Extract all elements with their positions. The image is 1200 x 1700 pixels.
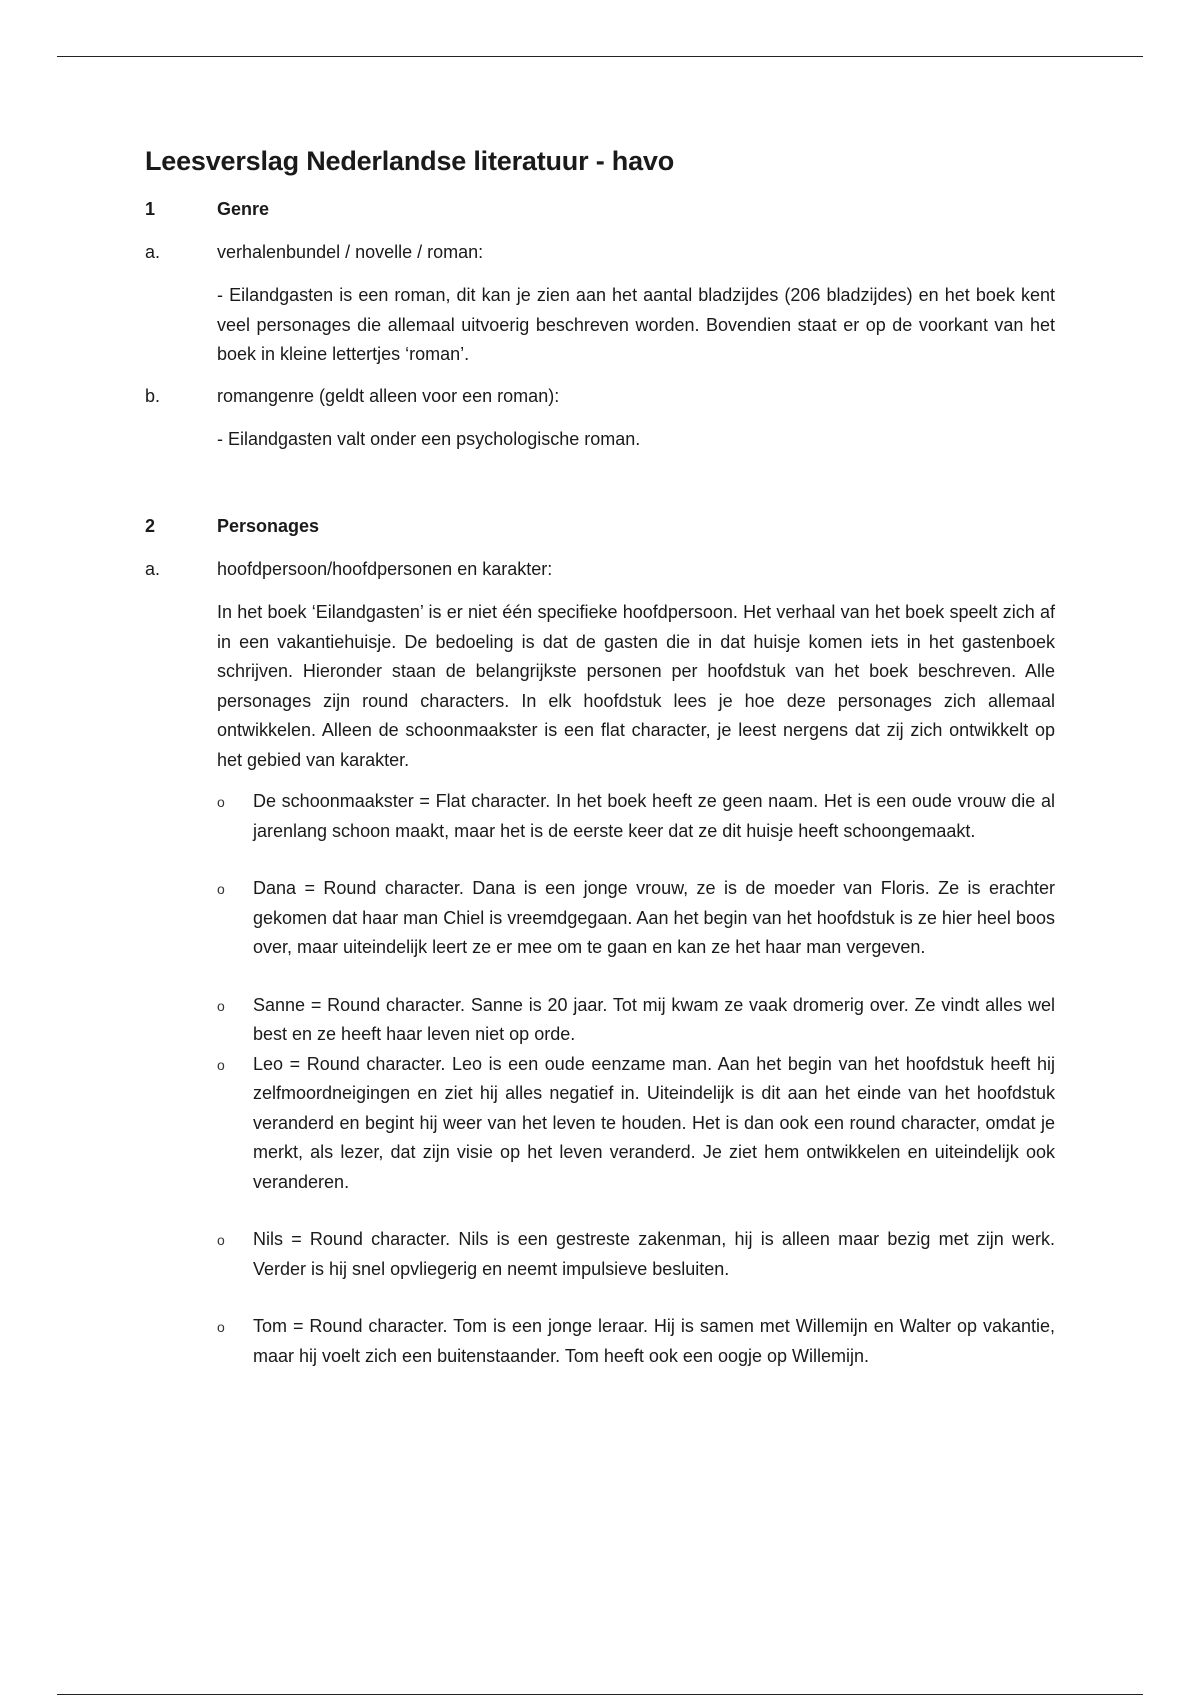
question-row: [145, 382, 1055, 411]
answer-paragraph: - Eilandgasten valt onder een psychologische roman.: [217, 428, 641, 449]
section-2-heading: [145, 512, 1055, 541]
question-row: [145, 238, 1055, 267]
bullet-circle-icon: o: [217, 1056, 225, 1073]
bullet-circle-icon: o: [217, 1319, 225, 1335]
list-item: [217, 1312, 1055, 1371]
section-title: Personages: [217, 516, 320, 536]
list-item: [217, 991, 1055, 1050]
character-list: [217, 787, 1055, 1371]
page-title: Leesverslag Nederlandse literatuur - havo: [145, 146, 675, 176]
bullet-circle-icon: o: [217, 794, 225, 810]
list-item: [217, 1050, 1055, 1198]
answer-paragraph: In het boek ‘Eilandgasten’ is er niet één specifieke hoofdpersoon. Het verhaal van het boek speelt zich af in een vakantiehuisje. De bedoeling is dat de gasten die in dat huisje komen iets in het gastenboek schrijven. Hieronder staan de belangrijkste personen per hoofdstuk van het boek beschreven. Alle personages zijn round characters. In elk hoofdstuk lees je hoe deze personages zich allemaal ontwikkelen. Alleen de schoonmaakster is een flat character, je leest nergens dat zij zich ontwikkelt op het gebied van karakter.: [217, 602, 1055, 770]
list-item: [217, 787, 1055, 846]
question-text: hoofdpersoon/hoofdpersonen en karakter:: [217, 559, 553, 579]
list-item-text: Leo = Round character. Leo is een oude eenzame man. Aan het begin van het hoofdstuk heeft hij zelfmoordneigingen en ziet hij alles negatief in. Uiteindelijk is dit aan het einde van het hoofdstuk veranderd en begint hij weer van het leven te houden. Het is dan ook een round character, omdat je merkt, als lezer, dat zijn visie op het leven veranderd. Je ziet hem ontwikkelen en uiteindelijk ook veranderen.: [253, 1053, 1055, 1192]
question-label: a.: [145, 559, 161, 579]
section-number: 2: [145, 516, 156, 536]
section-number: 1: [145, 199, 156, 219]
question-row: [145, 555, 1055, 584]
section-title: Genre: [217, 199, 270, 219]
document-body: [145, 146, 1055, 1371]
question-text: romangenre (geldt alleen voor een roman):: [217, 385, 560, 406]
list-item-text: Dana = Round character. Dana is een jonge vrouw, ze is de moeder van Floris. Ze is erachter gekomen dat haar man Chiel is vreemdgegaan. Aan het begin van het hoofdstuk is ze hier heel boos over, maar uiteindelijk leert ze er mee om te gaan en kan ze het haar man vergeven.: [253, 878, 1055, 957]
question-label: b.: [145, 385, 161, 406]
top-rule: [57, 56, 1143, 57]
bullet-circle-icon: o: [217, 1232, 225, 1248]
list-item-text: Nils = Round character. Nils is een gestreste zakenman, hij is alleen maar bezig met zijn werk. Verder is hij snel opvliegerig en neemt impulsieve besluiten.: [253, 1229, 1055, 1279]
list-item-text: De schoonmaakster = Flat character. In het boek heeft ze geen naam. Het is een oude vrouw die al jarenlang schoon maakt, maar het is de eerste keer dat ze dit huisje heeft schoongemaakt.: [253, 791, 1055, 841]
list-item: [217, 874, 1055, 963]
question-text: verhalenbundel / novelle / roman:: [217, 242, 484, 262]
list-item-text: Sanne = Round character. Sanne is 20 jaar. Tot mij kwam ze vaak dromerig over. Ze vindt alles wel best en ze heeft haar leven niet op orde.: [253, 994, 1055, 1044]
list-item-text: Tom = Round character. Tom is een jonge leraar. Hij is samen met Willemijn en Walter op vakantie, maar hij voelt zich een buitenstaander. Tom heeft ook een oogje op Willemijn.: [253, 1316, 1055, 1366]
answer-paragraph: - Eilandgasten is een roman, dit kan je zien aan het aantal bladzijdes (206 bladzijdes) en het boek kent veel personages die allemaal uitvoerig beschreven worden. Bovendien staat er op de voorkant van het boek in kleine lettertjes ‘roman’.: [217, 285, 1055, 364]
bullet-circle-icon: o: [217, 881, 225, 897]
question-label: a.: [145, 242, 161, 262]
section-1-heading: [145, 195, 1055, 224]
bullet-circle-icon: o: [217, 997, 225, 1014]
list-item: [217, 1225, 1055, 1284]
bottom-rule: [57, 1694, 1143, 1695]
